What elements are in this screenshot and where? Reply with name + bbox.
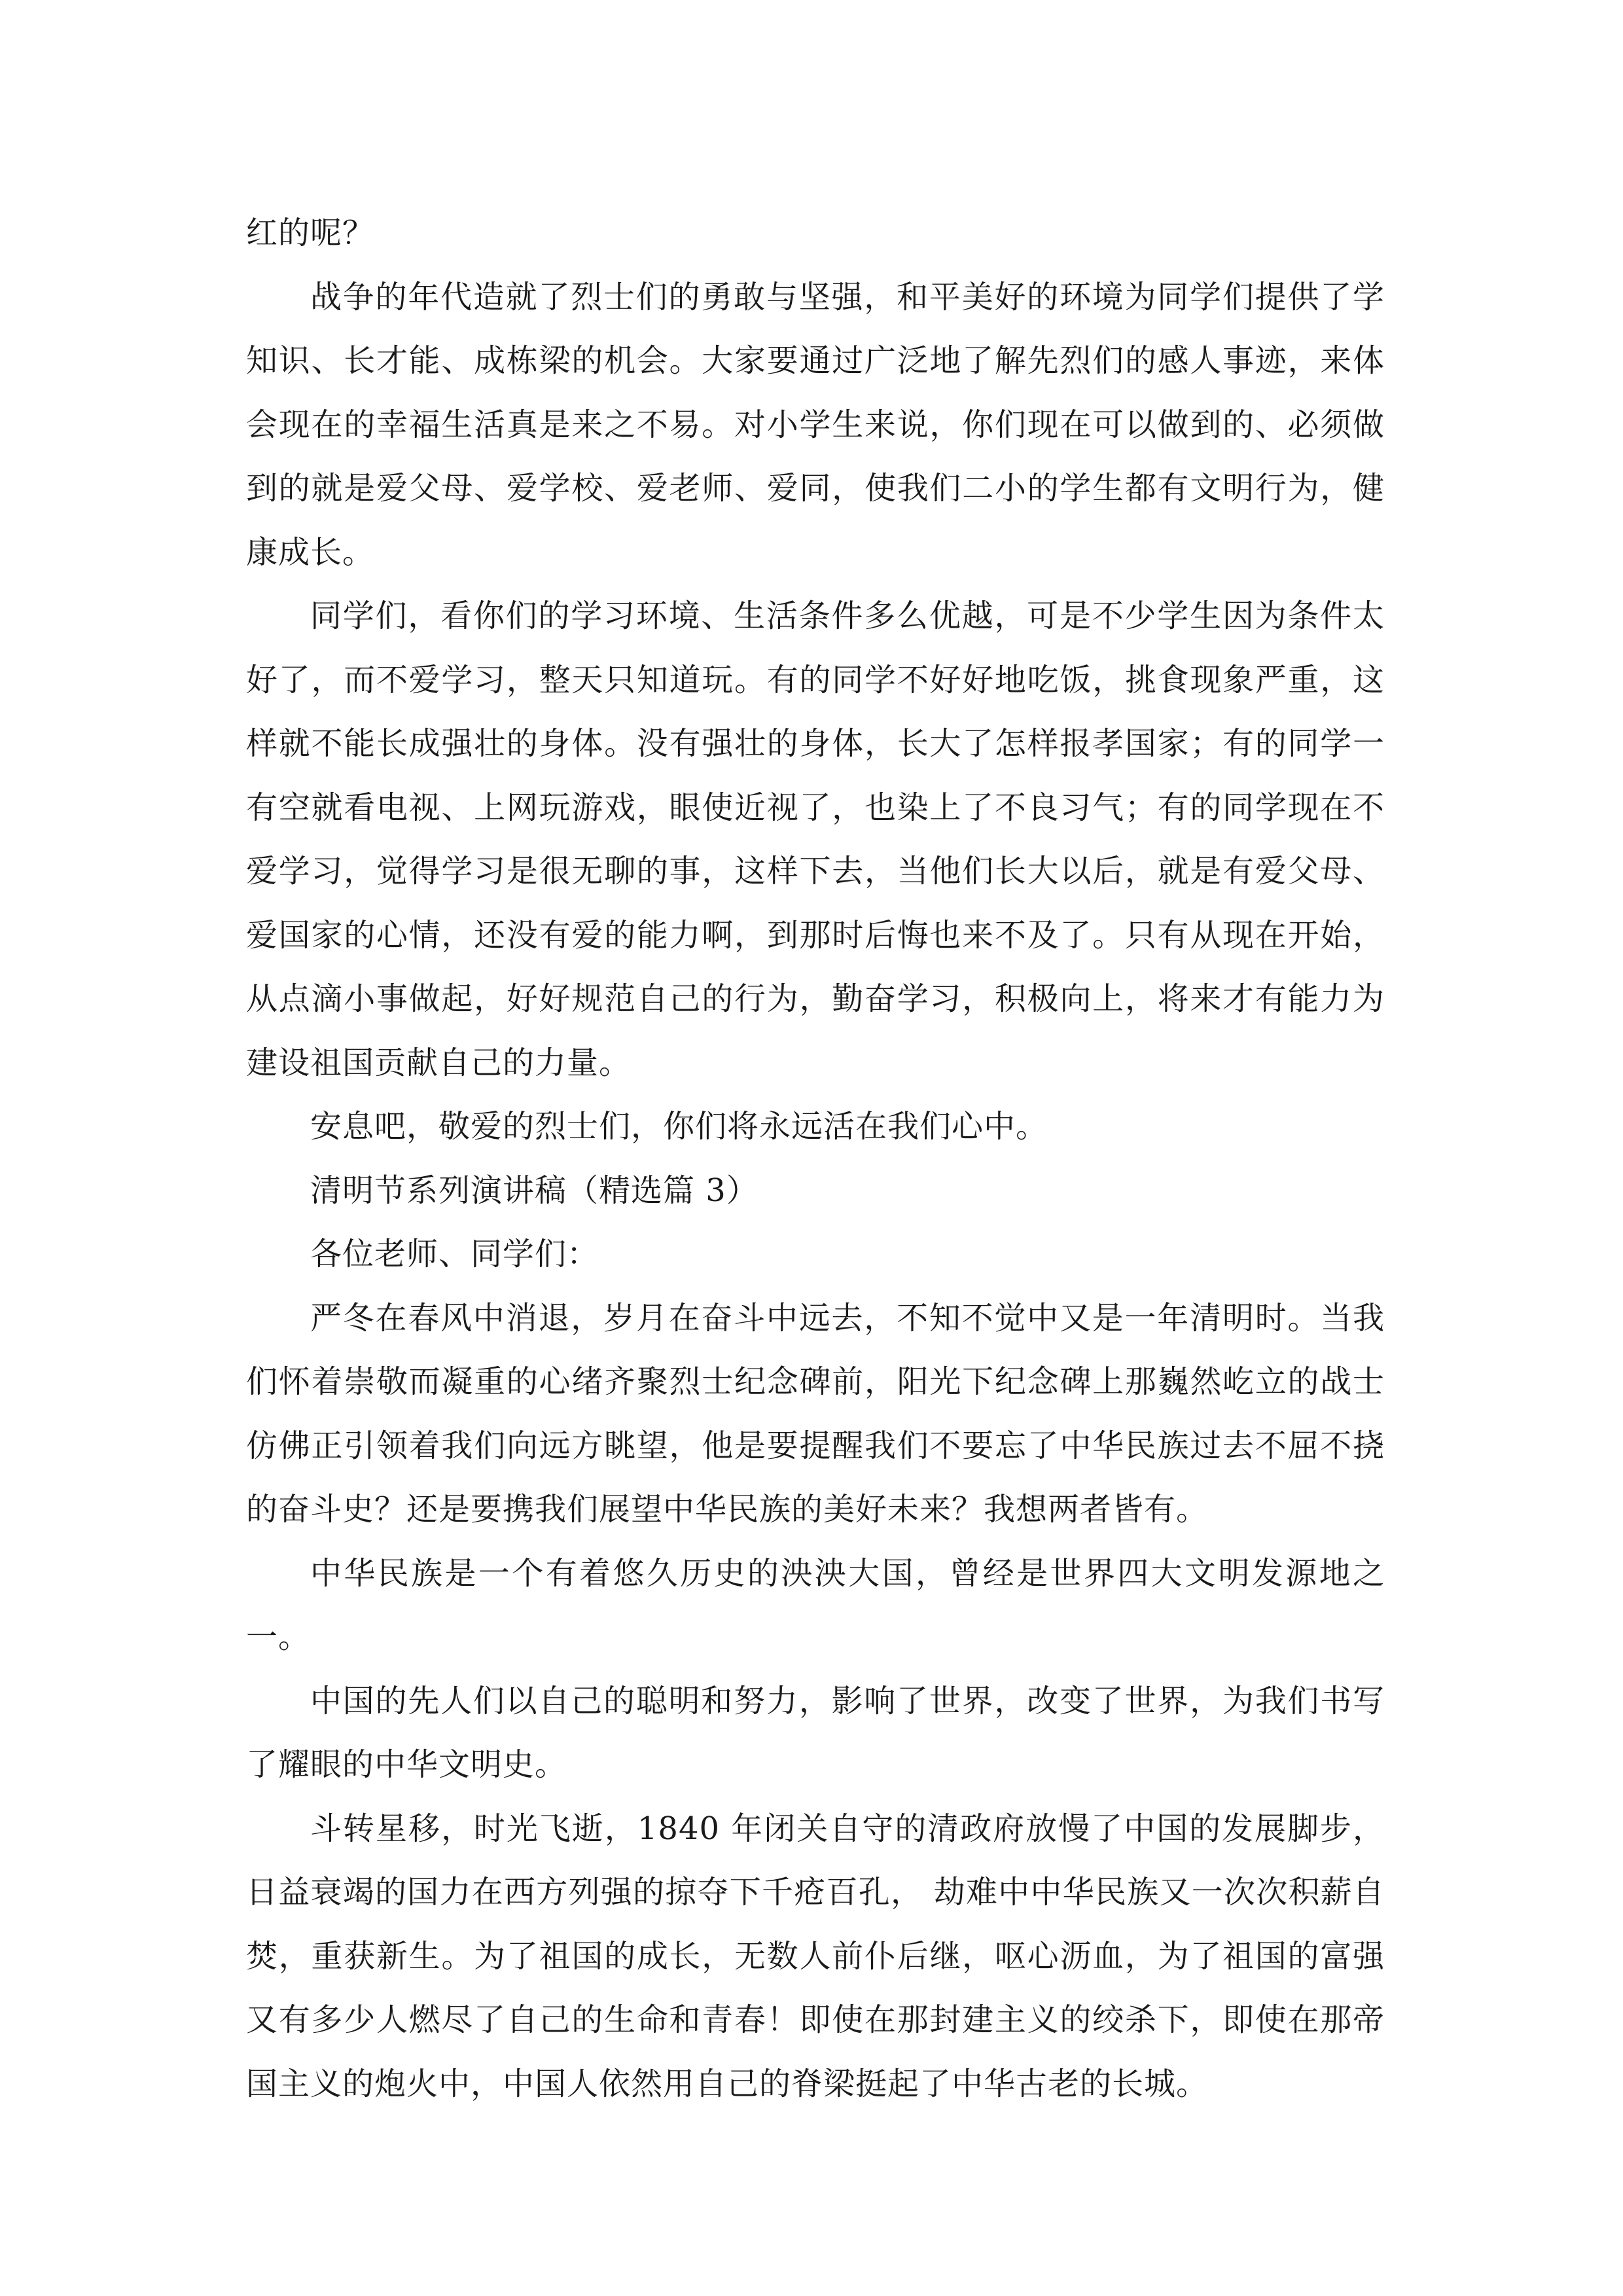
- paragraph: 同学们，看你们的学习环境、生活条件多么优越，可是不少学生因为条件太好了，而不爱学习，整天只知道玩。有的同学不好好地吃饭，挑食现象严重，这样就不能长成强壮的身体。没有强壮的身体，长大了怎样报孝国家；有的同学一有空就看电视、上网玩游戏，眼使近视了，也染上了不良习气；有的同学现在不爱学习，觉得学习是很无聊的事，这样下去，当他们长大以后，就是有爱父母、爱国家的心情，还没有爱的能力啊，到那时后悔也来不及了。只有从现在开始，从点滴小事做起，好好规范自己的行为，勤奋学习，积极向上，将来才有能力为建设祖国贡献自己的力量。: [246, 598, 1385, 1081]
- paragraph-continuation: 红的呢？: [246, 215, 375, 251]
- paragraph: 中国的先人们以自己的聪明和努力，影响了世界，改变了世界，为我们书写了耀眼的中华文明史。: [246, 1682, 1385, 1783]
- paragraph: 中华民族是一个有着悠久历史的泱泱大国，曾经是世界四大文明发源地之一。: [246, 1554, 1385, 1655]
- paragraph: 斗转星移，时光飞逝，1840 年闭关自守的清政府放慢了中国的发展脚步，日益衰竭的国力在西方列强的掠夺下千疮百孔， 劫难中中华民族又一次次积薪自焚，重获新生。为了祖国的成长，无数人前仆后继，呕心沥血，为了祖国的富强又有多少人燃尽了自己的生命和青春！即使在那封建主义的绞杀下，即使在那帝国主义的炮火中，中国人依然用自己的脊梁挺起了中华古老的长城。: [246, 1810, 1385, 2102]
- section-heading: 清明节系列演讲稿（精选篇 3）: [310, 1172, 758, 1209]
- paragraph: 严冬在春风中消退，岁月在奋斗中远去，不知不觉中又是一年清明时。当我们怀着崇敬而凝重的心绪齐聚烈士纪念碑前，阳光下纪念碑上那巍然屹立的战士仿佛正引领着我们向远方眺望，他是要提醒我们不要忘了中华民族过去不屈不挠的奋斗史？还是要携我们展望中华民族的美好未来？我想两者皆有。: [246, 1299, 1385, 1528]
- paragraph: 安息吧，敬爱的烈士们，你们将永远活在我们心中。: [310, 1108, 1048, 1145]
- document-body: [246, 202, 1385, 2116]
- salutation: 各位老师、同学们：: [310, 1236, 599, 1272]
- paragraph: 战争的年代造就了烈士们的勇敢与坚强，和平美好的环境为同学们提供了学知识、长才能、成栋梁的机会。大家要通过广泛地了解先烈们的感人事迹，来体会现在的幸福生活真是来之不易。对小学生来说，你们现在可以做到的、必须做到的就是爱父母、爱学校、爱老师、爱同，使我们二小的学生都有文明行为，健康成长。: [246, 278, 1385, 571]
